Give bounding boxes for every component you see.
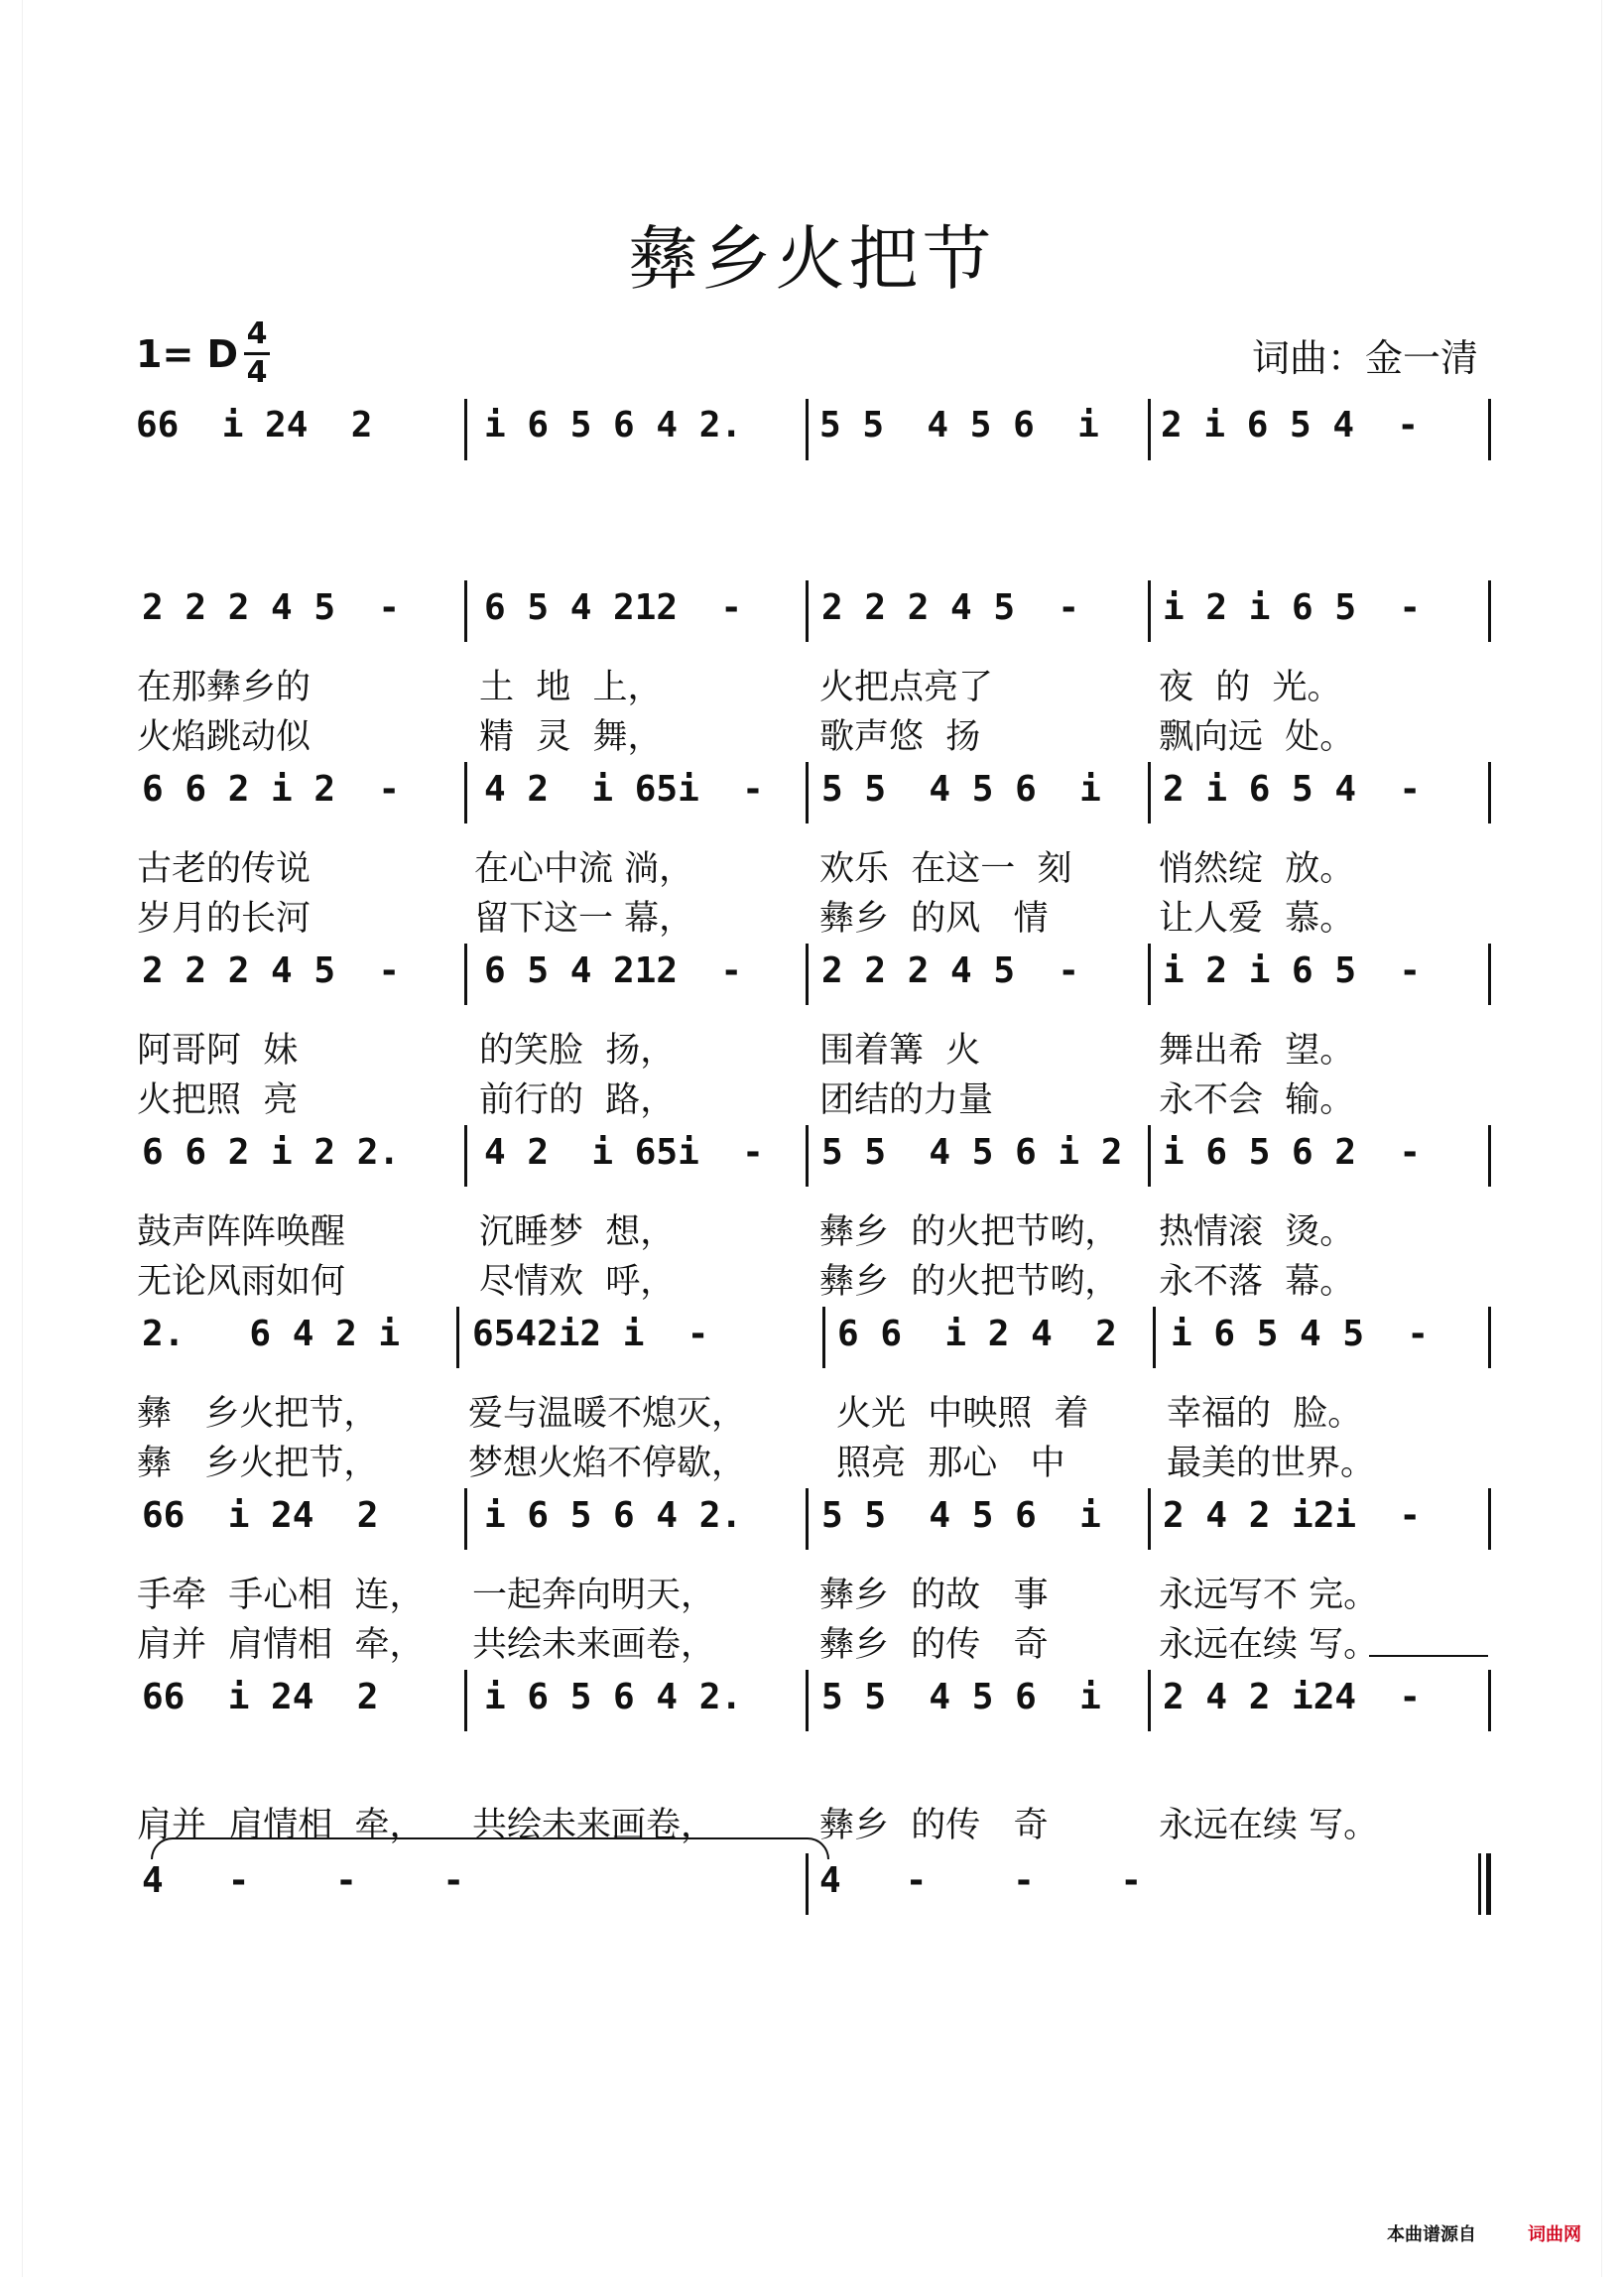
right-watermark-strip <box>1601 0 1624 2277</box>
ending-bracket <box>1369 1655 1488 1657</box>
measure-notes: 66 i 24 2 <box>136 405 373 445</box>
measure-notes: i 2 i 6 5 - <box>1163 587 1422 628</box>
barline <box>1488 1307 1491 1368</box>
barline <box>464 1670 467 1731</box>
measure-notes: 5 5 4 5 6 i <box>821 1495 1101 1536</box>
lyric-verse-2: 永远在续 写。 <box>1159 1625 1379 1665</box>
barline <box>806 1670 809 1731</box>
lyric-verse-2: 火焰跳动似 <box>137 717 312 757</box>
lyric-verse-1: 彝乡 的传 奇 <box>819 1806 1049 1845</box>
measure-notes: 5 5 4 5 6 i <box>819 405 1099 445</box>
lyric-verse-1: 夜 的 光。 <box>1159 668 1342 707</box>
composer-credit: 词曲：金一清 <box>1252 336 1479 380</box>
lyric-verse-1: 彝乡 的火把节哟， <box>819 1212 1120 1252</box>
measure-notes: 6 6 2 i 2 2. <box>142 1132 401 1173</box>
lyric-verse-2: 岁月的长河 <box>137 899 312 939</box>
time-signature-bottom: 4 <box>246 355 268 390</box>
barline <box>456 1307 459 1368</box>
barline <box>464 762 467 823</box>
measure-notes: 4 - - - <box>819 1860 1143 1901</box>
barline <box>464 944 467 1005</box>
lyric-verse-2: 共绘未来画卷， <box>472 1625 716 1665</box>
measure-notes: 5 5 4 5 6 i 2 <box>821 1132 1123 1173</box>
lyric-verse-1: 沉睡梦 想， <box>479 1212 676 1252</box>
barline <box>1488 944 1491 1005</box>
lyric-verse-1: 阿哥阿 妹 <box>137 1031 299 1071</box>
lyric-verse-2: 永不落 幕。 <box>1159 1262 1355 1302</box>
measure-notes: 5 5 4 5 6 i <box>821 1677 1101 1717</box>
footer-source: 本曲谱源自 <box>1387 2224 1476 2245</box>
lyric-verse-1: 一起奔向明天， <box>472 1576 716 1615</box>
measure-notes: 6 5 4 212 - <box>484 587 743 628</box>
barline <box>1148 1670 1151 1731</box>
lyric-verse-1: 悄然绽 放。 <box>1159 849 1355 889</box>
lyric-verse-2: 尽情欢 呼， <box>479 1262 676 1302</box>
measure-notes: i 6 5 4 5 - <box>1171 1314 1430 1354</box>
lyric-verse-1: 热情滚 烫。 <box>1159 1212 1355 1252</box>
tie-slur <box>151 1837 829 1859</box>
lyric-verse-1: 在那彝乡的 <box>137 668 312 707</box>
barline <box>1148 944 1151 1005</box>
measure-notes: 2 4 2 i24 - <box>1163 1677 1422 1717</box>
measure-notes: 4 2 i 65i - <box>484 1132 764 1173</box>
lyric-verse-1: 古老的传说 <box>137 849 312 889</box>
time-signature-top: 4 <box>246 316 268 351</box>
lyric-verse-1: 火把点亮了 <box>819 668 994 707</box>
measure-notes: i 6 5 6 4 2. <box>484 405 743 445</box>
footer-brand-link[interactable]: 词曲网 <box>1528 2224 1581 2245</box>
measure-notes: 6 6 2 i 2 - <box>142 769 401 810</box>
left-watermark-strip <box>0 0 23 2277</box>
barline <box>1148 399 1151 460</box>
barline <box>1488 1125 1491 1187</box>
final-barline-thin <box>1478 1853 1481 1915</box>
measure-notes: 66 i 24 2 <box>142 1495 379 1536</box>
lyric-verse-1: 火光 中映照 着 <box>836 1394 1089 1434</box>
lyric-verse-2: 前行的 路， <box>479 1080 676 1120</box>
lyric-verse-2: 团结的力量 <box>819 1080 994 1120</box>
barline <box>1488 1488 1491 1550</box>
barline <box>806 1488 809 1550</box>
measure-notes: 2. 6 4 2 i <box>142 1314 401 1354</box>
lyric-verse-1: 鼓声阵阵唤醒 <box>137 1212 346 1252</box>
lyric-verse-1: 幸福的 脸。 <box>1167 1394 1363 1434</box>
lyric-verse-2: 照亮 那心 中 <box>836 1444 1065 1483</box>
lyric-verse-1: 永远写不 完。 <box>1159 1576 1379 1615</box>
lyric-verse-1: 彝乡 的故 事 <box>819 1576 1049 1615</box>
barline <box>1488 1670 1491 1731</box>
barline <box>806 580 809 642</box>
measure-notes: 5 5 4 5 6 i <box>821 769 1101 810</box>
lyric-verse-2: 无论风雨如何 <box>137 1262 346 1302</box>
lyric-verse-1: 手牵 手心相 连， <box>137 1576 425 1615</box>
barline <box>1148 1125 1151 1187</box>
lyric-verse-1: 土 地 上， <box>479 668 663 707</box>
lyric-verse-1: 永远在续 写。 <box>1159 1806 1379 1845</box>
lyric-verse-2: 让人爱 慕。 <box>1159 899 1355 939</box>
lyric-verse-2: 最美的世界。 <box>1167 1444 1376 1483</box>
lyric-verse-1: 欢乐 在这一 刻 <box>819 849 1072 889</box>
measure-notes: 2 2 2 4 5 - <box>142 950 401 991</box>
song-title: 彝乡火把节 <box>628 218 996 300</box>
measure-notes: 6 5 4 212 - <box>484 950 743 991</box>
barline <box>822 1307 825 1368</box>
measure-notes: i 6 5 6 4 2. <box>484 1677 743 1717</box>
measure-notes: 4 2 i 65i - <box>484 769 764 810</box>
lyric-verse-1: 彝 乡火把节， <box>137 1394 379 1434</box>
measure-notes: 6542i2 i - <box>472 1314 709 1354</box>
barline <box>1148 762 1151 823</box>
barline <box>1488 399 1491 460</box>
measure-notes: i 6 5 6 2 - <box>1163 1132 1422 1173</box>
lyric-verse-1: 在心中流 淌， <box>474 849 694 889</box>
measure-notes: 2 i 6 5 4 - <box>1163 769 1422 810</box>
measure-notes: 66 i 24 2 <box>142 1677 379 1717</box>
lyric-verse-2: 彝乡 的火把节哟， <box>819 1262 1120 1302</box>
lyric-verse-1: 共绘未来画卷， <box>472 1806 716 1845</box>
barline <box>1488 580 1491 642</box>
measure-notes: i 6 5 6 4 2. <box>484 1495 743 1536</box>
lyric-verse-2: 永不会 输。 <box>1159 1080 1355 1120</box>
lyric-verse-2: 火把照 亮 <box>137 1080 299 1120</box>
barline <box>806 944 809 1005</box>
lyric-verse-2: 肩并 肩情相 牵， <box>137 1625 425 1665</box>
barline <box>1148 580 1151 642</box>
lyric-verse-1: 舞出希 望。 <box>1159 1031 1355 1071</box>
lyric-verse-2: 飘向远 处。 <box>1159 717 1355 757</box>
time-signature <box>244 317 270 390</box>
lyric-verse-2: 精 灵 舞， <box>479 717 663 757</box>
lyric-verse-1: 围着篝 火 <box>819 1031 981 1071</box>
barline <box>806 399 809 460</box>
key-signature: 1= D <box>136 332 239 376</box>
lyric-verse-2: 留下这一 幕， <box>474 899 694 939</box>
measure-notes: 2 2 2 4 5 - <box>821 950 1080 991</box>
barline <box>464 399 467 460</box>
lyric-verse-1: 的笑脸 扬， <box>479 1031 676 1071</box>
measure-notes: i 2 i 6 5 - <box>1163 950 1422 991</box>
measure-notes: 2 2 2 4 5 - <box>142 587 401 628</box>
barline <box>464 580 467 642</box>
lyric-verse-2: 彝乡 的风 情 <box>819 899 1049 939</box>
measure-notes: 2 2 2 4 5 - <box>821 587 1080 628</box>
lyric-verse-2: 彝 乡火把节， <box>137 1444 379 1483</box>
barline <box>464 1125 467 1187</box>
lyric-verse-1: 肩并 肩情相 牵， <box>137 1806 425 1845</box>
barline <box>1488 762 1491 823</box>
barline <box>806 762 809 823</box>
lyric-verse-1: 爱与温暖不熄灭， <box>468 1394 747 1434</box>
barline <box>806 1853 809 1915</box>
barline <box>464 1488 467 1550</box>
barline <box>806 1125 809 1187</box>
barline <box>1148 1488 1151 1550</box>
measure-notes: 2 i 6 5 4 - <box>1161 405 1420 445</box>
measure-notes: 4 - - - <box>142 1860 465 1901</box>
measure-notes: 6 6 i 2 4 2 <box>837 1314 1117 1354</box>
final-barline-thick <box>1486 1853 1491 1915</box>
measure-notes: 2 4 2 i2i - <box>1163 1495 1422 1536</box>
lyric-verse-2: 梦想火焰不停歇， <box>468 1444 747 1483</box>
lyric-verse-2: 彝乡 的传 奇 <box>819 1625 1049 1665</box>
lyric-verse-2: 歌声悠 扬 <box>819 717 981 757</box>
barline <box>1153 1307 1156 1368</box>
